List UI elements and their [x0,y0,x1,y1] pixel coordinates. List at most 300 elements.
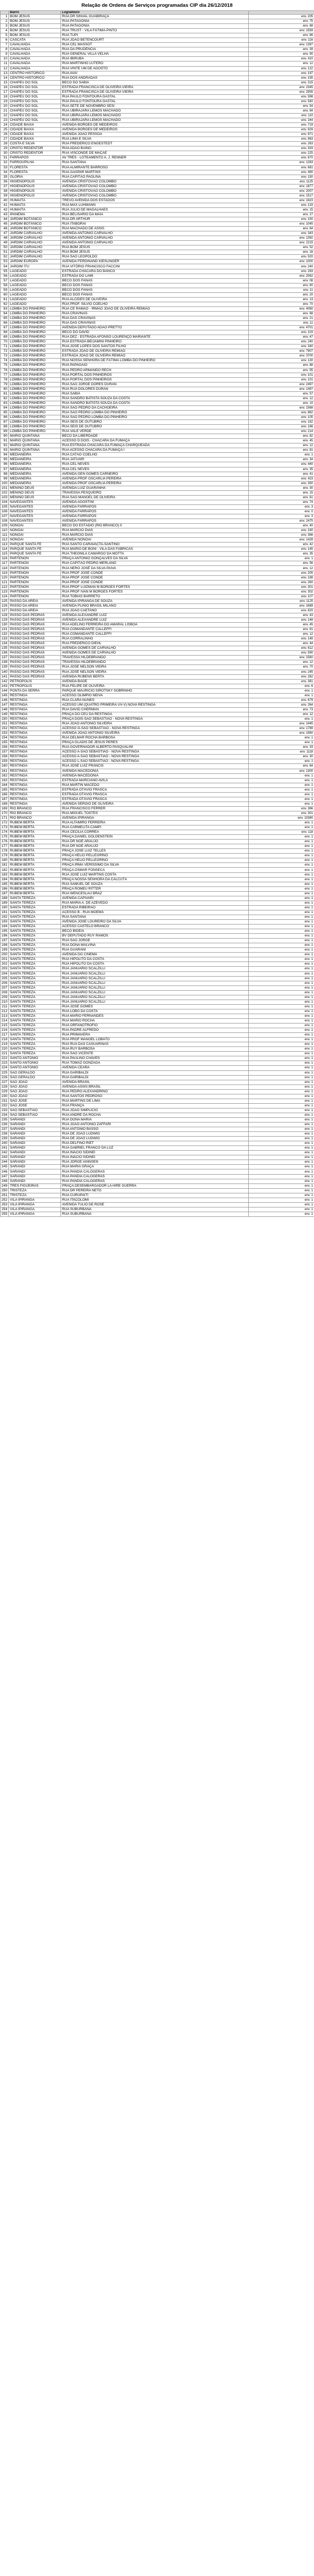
bairro-cell: LOMBA DO PINHEIRO [9,321,61,326]
table-row [1,203,314,207]
ordem-cell: env. 45 [249,623,314,627]
logradouro-cell: ESTRADA FRANCISCA DE OLIVEIRA VIEIRA [61,90,249,94]
row-number: 235 [1,1117,9,1122]
table-row [1,877,314,882]
table-row [1,43,314,47]
ordem-cell: env. 11 [249,288,314,292]
bairro-cell: PASSO DAS PEDRAS [9,656,61,660]
table-row [1,830,314,835]
table-row [1,901,314,905]
logradouro-cell: AVENIDA BRASIL [61,1080,249,1084]
bairro-cell: HIGIENÓPOLIS [9,184,61,189]
bairro-cell: LAGEADO [9,302,61,306]
ordem-cell: env. 1 [249,821,314,825]
bairro-cell: LOMBA DO PINHEIRO [9,391,61,396]
logradouro-cell: RUA ANDRÉ DA ROCHA [61,1113,249,1117]
ordem-cell: env. 39 [249,47,314,52]
logradouro-cell: AVENIDA FARRAPOS [61,509,249,514]
bairro-cell: PARQUE SANTA FÉ [9,547,61,552]
logradouro-cell: AVENIDA PROF OSCARLIA PEREIRA [61,481,249,486]
bairro-cell: SANTA TEREZA [9,901,61,905]
logradouro-cell: RUA GENERAL VILLA VELHA [61,52,249,57]
ordem-cell: env. 11 [249,321,314,326]
bairro-cell: PONTA DA SERRA [9,688,61,693]
row-number: 42 [1,207,9,212]
ordem-cell: env. 1 [249,872,314,877]
logradouro-cell: AVENIDA JOÃO PESSOA [61,132,249,137]
ordem-cell: env. 2345 [249,85,314,90]
table-row [1,1014,314,1018]
bairro-cell: SANTA TEREZA [9,1052,61,1056]
row-number: 115 [1,552,9,557]
logradouro-cell: RUA JOSÉ LOPES DOS SANTOS FILHO [61,344,249,349]
table-row [1,882,314,886]
table-row [1,679,314,684]
logradouro-cell: RUA MARTINS DE LIMA [61,1099,249,1103]
logradouro-cell: RUA MARTINHO LUTERO [61,61,249,66]
bairro-cell: LOMBA DO PINHEIRO [9,344,61,349]
ordem-cell: env. 55 [249,368,314,373]
row-number: 182 [1,868,9,872]
bairro-cell: LOMBA DO PINHEIRO [9,373,61,377]
logradouro-cell: RUA PAULO FONTOURA GASTAL [61,99,249,104]
row-number: 10 [1,57,9,61]
row-number: 213 [1,1014,9,1018]
ordem-cell: env. 1 [249,925,314,929]
ordem-cell: env. 1 [249,802,314,806]
row-number: 114 [1,547,9,552]
table-row [1,434,314,439]
ordem-cell: env. 1 [249,1024,314,1028]
table-row [1,1141,314,1146]
row-number: 208 [1,990,9,995]
logradouro-cell: RUA JOSÉ LUIZ FRANCIS [61,764,249,769]
ordem-cell: env. 1 [249,778,314,783]
bairro-cell: RUBEM BERTA [9,858,61,863]
table-row [1,1000,314,1004]
ordem-cell: env. 1300 [249,769,314,773]
bairro-cell: SANTA TEREZA [9,1024,61,1028]
ordem-cell: env. 68 [249,311,314,316]
row-number: 79 [1,382,9,387]
ordem-cell: env. 47 [249,335,314,340]
logradouro-cell: AVENIDA FARRAPOS [61,519,249,524]
bairro-cell: PASSO DAS PEDRAS [9,670,61,674]
logradouro-cell: RUA ORFANOTROFIO [61,1024,249,1028]
bairro-cell: PASSO DAS PEDRAS [9,665,61,670]
ordem-cell: env. 1 [249,1028,314,1033]
logradouro-cell: RUA PEDRO ARMANDO RECH [61,368,249,373]
bairro-cell: LOMBA DO PINHEIRO [9,340,61,344]
row-number: 92 [1,443,9,448]
logradouro-cell: RUA SANTO CARAVACTA-SANTINO [61,543,249,547]
row-number: 67 [1,326,9,330]
logradouro-cell: RUA JANUÁRIO SCALZILLI [61,981,249,985]
logradouro-cell: ESTRADA MARCIANO AVILA [61,778,249,783]
ordem-cell: env. 12 [249,61,314,66]
ordem-cell: env. 1568 [249,405,314,410]
logradouro-cell: RUA VALE VERDE [61,429,249,434]
table-row [1,802,314,806]
row-number: 173 [1,825,9,830]
table-row [1,1004,314,1009]
row-number: 29 [1,146,9,151]
logradouro-cell: RUA PROF LUIZMAN M BORGES FORTES [61,585,249,589]
row-number: 205 [1,976,9,981]
ordem-cell: env. 57 [249,391,314,396]
ordem-cell: env. 1789 [249,726,314,731]
table-row [1,467,314,472]
table-row [1,340,314,344]
ordem-cell: env. 225 [249,151,314,156]
logradouro-cell: RUA CORRALINHO [61,637,249,642]
row-number: 164 [1,783,9,787]
ordem-cell: env. 1 [249,759,314,764]
ordem-cell: env. 1 [249,844,314,849]
logradouro-cell: ACESSO A-SÃO SEBASTIÃO - NOVA RESTINGA [61,750,249,755]
row-number: 237 [1,1127,9,1132]
table-row [1,146,314,151]
bairro-cell: LOMBA DO PINHEIRO [9,405,61,410]
bairro-cell: RESTINGA [9,717,61,721]
ordem-cell: env. 1 [249,1075,314,1080]
ordem-cell: env. 52 [249,245,314,250]
logradouro-cell: RUA AVAÍ [61,71,249,76]
logradouro-cell: RUA ALMIRANTE BARROSO [61,165,249,170]
ordem-cell: env. 1 [249,943,314,948]
row-number: 80 [1,387,9,391]
row-number: 239 [1,1137,9,1141]
ordem-cell: env. 1 [249,1103,314,1108]
row-number: 222 [1,1056,9,1061]
bairro-cell: RESTINGA [9,707,61,712]
logradouro-cell: RUA PROF MANOEL LOBATO [61,1038,249,1042]
ordem-cell: env. 35 [249,467,314,472]
table-row [1,759,314,764]
table-row [1,1117,314,1122]
logradouro-cell: RUA ANTÔNIO BASSO [61,1127,249,1132]
table-row [1,557,314,561]
table-row [1,552,314,557]
ordem-cell: env. 110 [249,113,314,118]
row-number: 133 [1,637,9,642]
row-number: 7 [1,43,9,47]
bairro-cell: SARANDI [9,1165,61,1169]
row-number: 165 [1,787,9,792]
bairro-cell: JARDIM CARVALHO [9,255,61,260]
table-row [1,868,314,872]
row-number: 102 [1,490,9,495]
logradouro-cell: RUA CARMELITA CAMPI [61,825,249,830]
row-number: 94 [1,453,9,458]
ordem-cell: env. 61 [249,495,314,500]
bairro-cell: LAGEADO [9,292,61,297]
table-row [1,957,314,962]
logradouro-cell: AVENIDA CEARÁ [61,1066,249,1070]
row-number: 250 [1,1188,9,1193]
logradouro-cell: RUA CRAVINAS [61,311,249,316]
bairro-cell: LOMBA DO PINHEIRO [9,354,61,359]
row-number: 30 [1,151,9,156]
row-number: 193 [1,920,9,925]
table-row [1,80,314,85]
ordem-cell: env. 42 [249,543,314,547]
logradouro-cell: RUA PANDIA CALÓGERAS [61,1179,249,1184]
table-row [1,306,314,311]
page-title: Relação de Ordens de Serviços programadas CIP dia 26/12/2018 [81,3,233,8]
ordem-cell: env. 1560 [249,731,314,736]
logradouro-cell: RUA MARIA A. DE AZEVEDO [61,901,249,905]
table-row [1,1193,314,1198]
bairro-cell: SANTA TEREZA [9,1033,61,1038]
ordem-cell: env. 1 [249,886,314,891]
logradouro-cell: RUA DAS CRAVINAS [61,321,249,326]
table-row [1,1132,314,1137]
row-number: 229 [1,1089,9,1094]
table-row [1,61,314,66]
logradouro-cell: RUA FRANÇA [61,1103,249,1108]
table-row [1,575,314,580]
logradouro-cell: ESTRADA CHÁCARA DO BANCO [61,269,249,274]
table-row [1,179,314,184]
row-number: 50 [1,245,9,250]
ordem-cell: env. 1 [249,1123,314,1127]
row-number: 245 [1,1165,9,1169]
logradouro-cell: AVENIDA TULIO DE ROSE [61,1202,249,1207]
logradouro-cell: PARQUE MAURÍCIO SIROTSKY SOBRINHO [61,688,249,693]
ordem-cell: env. 490 [249,170,314,175]
ordem-cell: env. 162 [249,420,314,425]
table-row [1,354,314,359]
table-row [1,613,314,618]
ordem-cell: env. 2497 [249,382,314,387]
bairro-cell: PARTENON [9,594,61,599]
ordem-cell: env. 1 [249,948,314,953]
logradouro-cell: RUA GUARANI [61,948,249,953]
bairro-cell: RIO BRANCO [9,816,61,820]
row-number: 207 [1,985,9,990]
bairro-cell: SARANDI [9,1123,61,1127]
row-number: 136 [1,651,9,656]
row-number: 125 [1,599,9,603]
bairro-cell: TRISTEZA [9,1193,61,1198]
logradouro-cell: RUA CECÍLIA CORRÊA [61,830,249,835]
ordem-cell: env. 1 [249,891,314,896]
table-row [1,231,314,236]
table-row [1,533,314,538]
table-row [1,170,314,175]
logradouro-cell: RUA JOÃO CAETANO [61,608,249,613]
bairro-cell: TRISTEZA [9,1188,61,1193]
table-row [1,415,314,420]
bairro-cell: LOMBA DO PINHEIRO [9,401,61,405]
logradouro-cell: RUA THEONILA CAMARGO DA MOTTA [61,552,249,557]
ordem-cell: env. 150 [249,217,314,222]
table-row [1,1075,314,1080]
ordem-cell: env. 540 [249,99,314,104]
logradouro-cell: RUA JÚLIO DE MAGALHÃES [61,207,249,212]
bairro-cell: TRÊS FIGUEIRAS [9,1184,61,1188]
ordem-cell: env. 240 [249,340,314,344]
ordem-cell: env. 1118 [249,750,314,755]
ordem-cell: env. 1 [249,840,314,844]
ordem-cell: env. 1 [249,1127,314,1132]
ordem-cell: env. 1125 [249,599,314,603]
ordem-cell: env. 12 [249,632,314,637]
logradouro-cell: BECO BIDÉIA [61,929,249,934]
logradouro-cell: RUA RUA DOLORES DURAN [61,387,249,391]
logradouro-cell: RUA GASPAR MARTINS [61,170,249,175]
logradouro-cell: RUA JOÃO ANTÔNIO SILVEIRA [61,722,249,726]
bairro-cell: JARDIM BOTÂNICO [9,222,61,227]
table-row [1,278,314,283]
bairro-cell: CIDADE BAIXA [9,123,61,128]
bairro-cell: LAGEADO [9,283,61,288]
ordem-cell: env. 1 [249,792,314,797]
ordem-cell: env. 1 [249,1212,314,1216]
bairro-cell: PASSO DAS PEDRAS [9,637,61,642]
bairro-cell: HUMAITÁ [9,203,61,207]
bairro-cell: LAGEADO [9,288,61,292]
ordem-cell: env. 1 [249,882,314,886]
logradouro-cell: RUA PORTAL DOS PINHEIROS [61,377,249,382]
ordem-cell: env. 12 [249,712,314,717]
ordem-cell: env. 1517 [249,193,314,198]
table-row [1,872,314,877]
row-number: 52 [1,255,9,260]
bairro-cell: RESTINGA [9,792,61,797]
table-row [1,656,314,660]
ordem-cell: env. 1 [249,787,314,792]
bairro-cell: JARDIM CARVALHO [9,241,61,245]
row-number: 247 [1,1174,9,1179]
ordem-cell: env. 133 [249,203,314,207]
ordem-cell: env. 1 [249,967,314,971]
bairro-cell: SANTO ANTÔNIO [9,1061,61,1066]
table-row [1,745,314,750]
bairro-cell: SÃO JOÃO [9,1080,61,1084]
row-number: 131 [1,627,9,632]
table-row [1,707,314,712]
logradouro-cell: RUA DR ARTHUR [61,217,249,222]
row-number: 152 [1,726,9,731]
bairro-cell: NAVEGANTES [9,514,61,519]
row-number: 103 [1,495,9,500]
table-row [1,731,314,736]
bairro-cell: LOMBA DO PINHEIRO [9,330,61,335]
logradouro-cell: RUA MARIO DE BONI - VILA DAS FÁBRICAS [61,547,249,552]
logradouro-cell: RUA FREDERICO DIEHL [61,642,249,646]
table-row [1,858,314,863]
table-row [1,943,314,948]
row-number: 64 [1,311,9,316]
row-number: 119 [1,571,9,575]
logradouro-cell: RUA SÃO JORGE [61,939,249,943]
bairro-cell: SARANDI [9,1160,61,1165]
table-row [1,198,314,203]
row-number: 191 [1,910,9,915]
table-row [1,585,314,589]
logradouro-cell: AVENIDA ANTÔNIO CARVALHO [61,241,249,245]
row-number: 225 [1,1070,9,1075]
row-number: 212 [1,1009,9,1014]
row-number: 35 [1,175,9,179]
bairro-cell: PASSO DAS PEDRAS [9,660,61,665]
bairro-cell: NONOAI [9,533,61,538]
bairro-cell: SARANDI [9,1151,61,1155]
ordem-cell: env. 70 [249,665,314,670]
row-number: 101 [1,486,9,490]
row-number: 149 [1,712,9,717]
row-number: 40 [1,198,9,203]
row-number: 8 [1,47,9,52]
ordem-cell: env. 150 [249,175,314,179]
row-number: 140 [1,670,9,674]
logradouro-cell: AVENIDA MACEDÔNIA [61,769,249,773]
bairro-cell: PARTENON [9,575,61,580]
row-number: 157 [1,750,9,755]
ordem-cell: env. 1 [249,962,314,967]
bairro-cell: SÃO JOSÉ [9,1099,61,1103]
table-row [1,439,314,443]
table-row [1,76,314,80]
bairro-cell: MEDIANEIRA [9,462,61,467]
table-row [1,1198,314,1202]
table-body [1,15,314,1217]
ordem-cell: env. 101 [249,373,314,377]
logradouro-cell: AVENIDA NONOAI [61,538,249,543]
bairro-cell: NAVEGANTES [9,519,61,524]
table-row [1,443,314,448]
bairro-cell: RESTINGA [9,755,61,759]
logradouro-cell: RUA DE JOÃO LUDWIG [61,1132,249,1137]
bairro-cell: SANTA TEREZA [9,925,61,929]
logradouro-cell: RUA FREDERICO ENGESTEDT [61,142,249,146]
bairro-cell: BOM JESUS [9,33,61,38]
ordem-cell: env. 301 [249,585,314,589]
ordem-cell: env. 2555 [249,90,314,94]
ordem-cell: env. 1 [249,901,314,905]
row-number: 28 [1,142,9,146]
table-row [1,151,314,156]
table-row [1,94,314,99]
logradouro-cell: TRAVESSA HILDEBRANDO [61,660,249,665]
table-row [1,589,314,594]
bairro-cell: FARRAPOS [9,156,61,161]
bairro-cell: RUBEM BERTA [9,882,61,886]
bairro-cell: RUBEM BERTA [9,872,61,877]
bairro-cell: PARQUE SANTA FÉ [9,552,61,557]
table-row [1,128,314,132]
bairro-cell: MARIO QUINTANA [9,443,61,448]
row-number: 17 [1,90,9,94]
ordem-cell: env. 1 [249,868,314,872]
row-number: 38 [1,189,9,193]
table-row [1,524,314,528]
logradouro-cell: RUA CÉ RAMAO - IRMÃO JOÃO DE OLIVEIRA REMIÃO [61,306,249,311]
ordem-cell: env. 598 [249,94,314,99]
row-number: 192 [1,915,9,919]
bairro-cell: SÃO GERALDO [9,1075,61,1080]
table-row [1,245,314,250]
logradouro-cell: RUA MAX LUHMANN [61,203,249,207]
table-row [1,642,314,646]
ordem-cell: env. 2475 [249,519,314,524]
ordem-cell: env. 40 [249,524,314,528]
ordem-cell: env. 1 [249,736,314,741]
table-row [1,967,314,971]
table-row [1,123,314,128]
